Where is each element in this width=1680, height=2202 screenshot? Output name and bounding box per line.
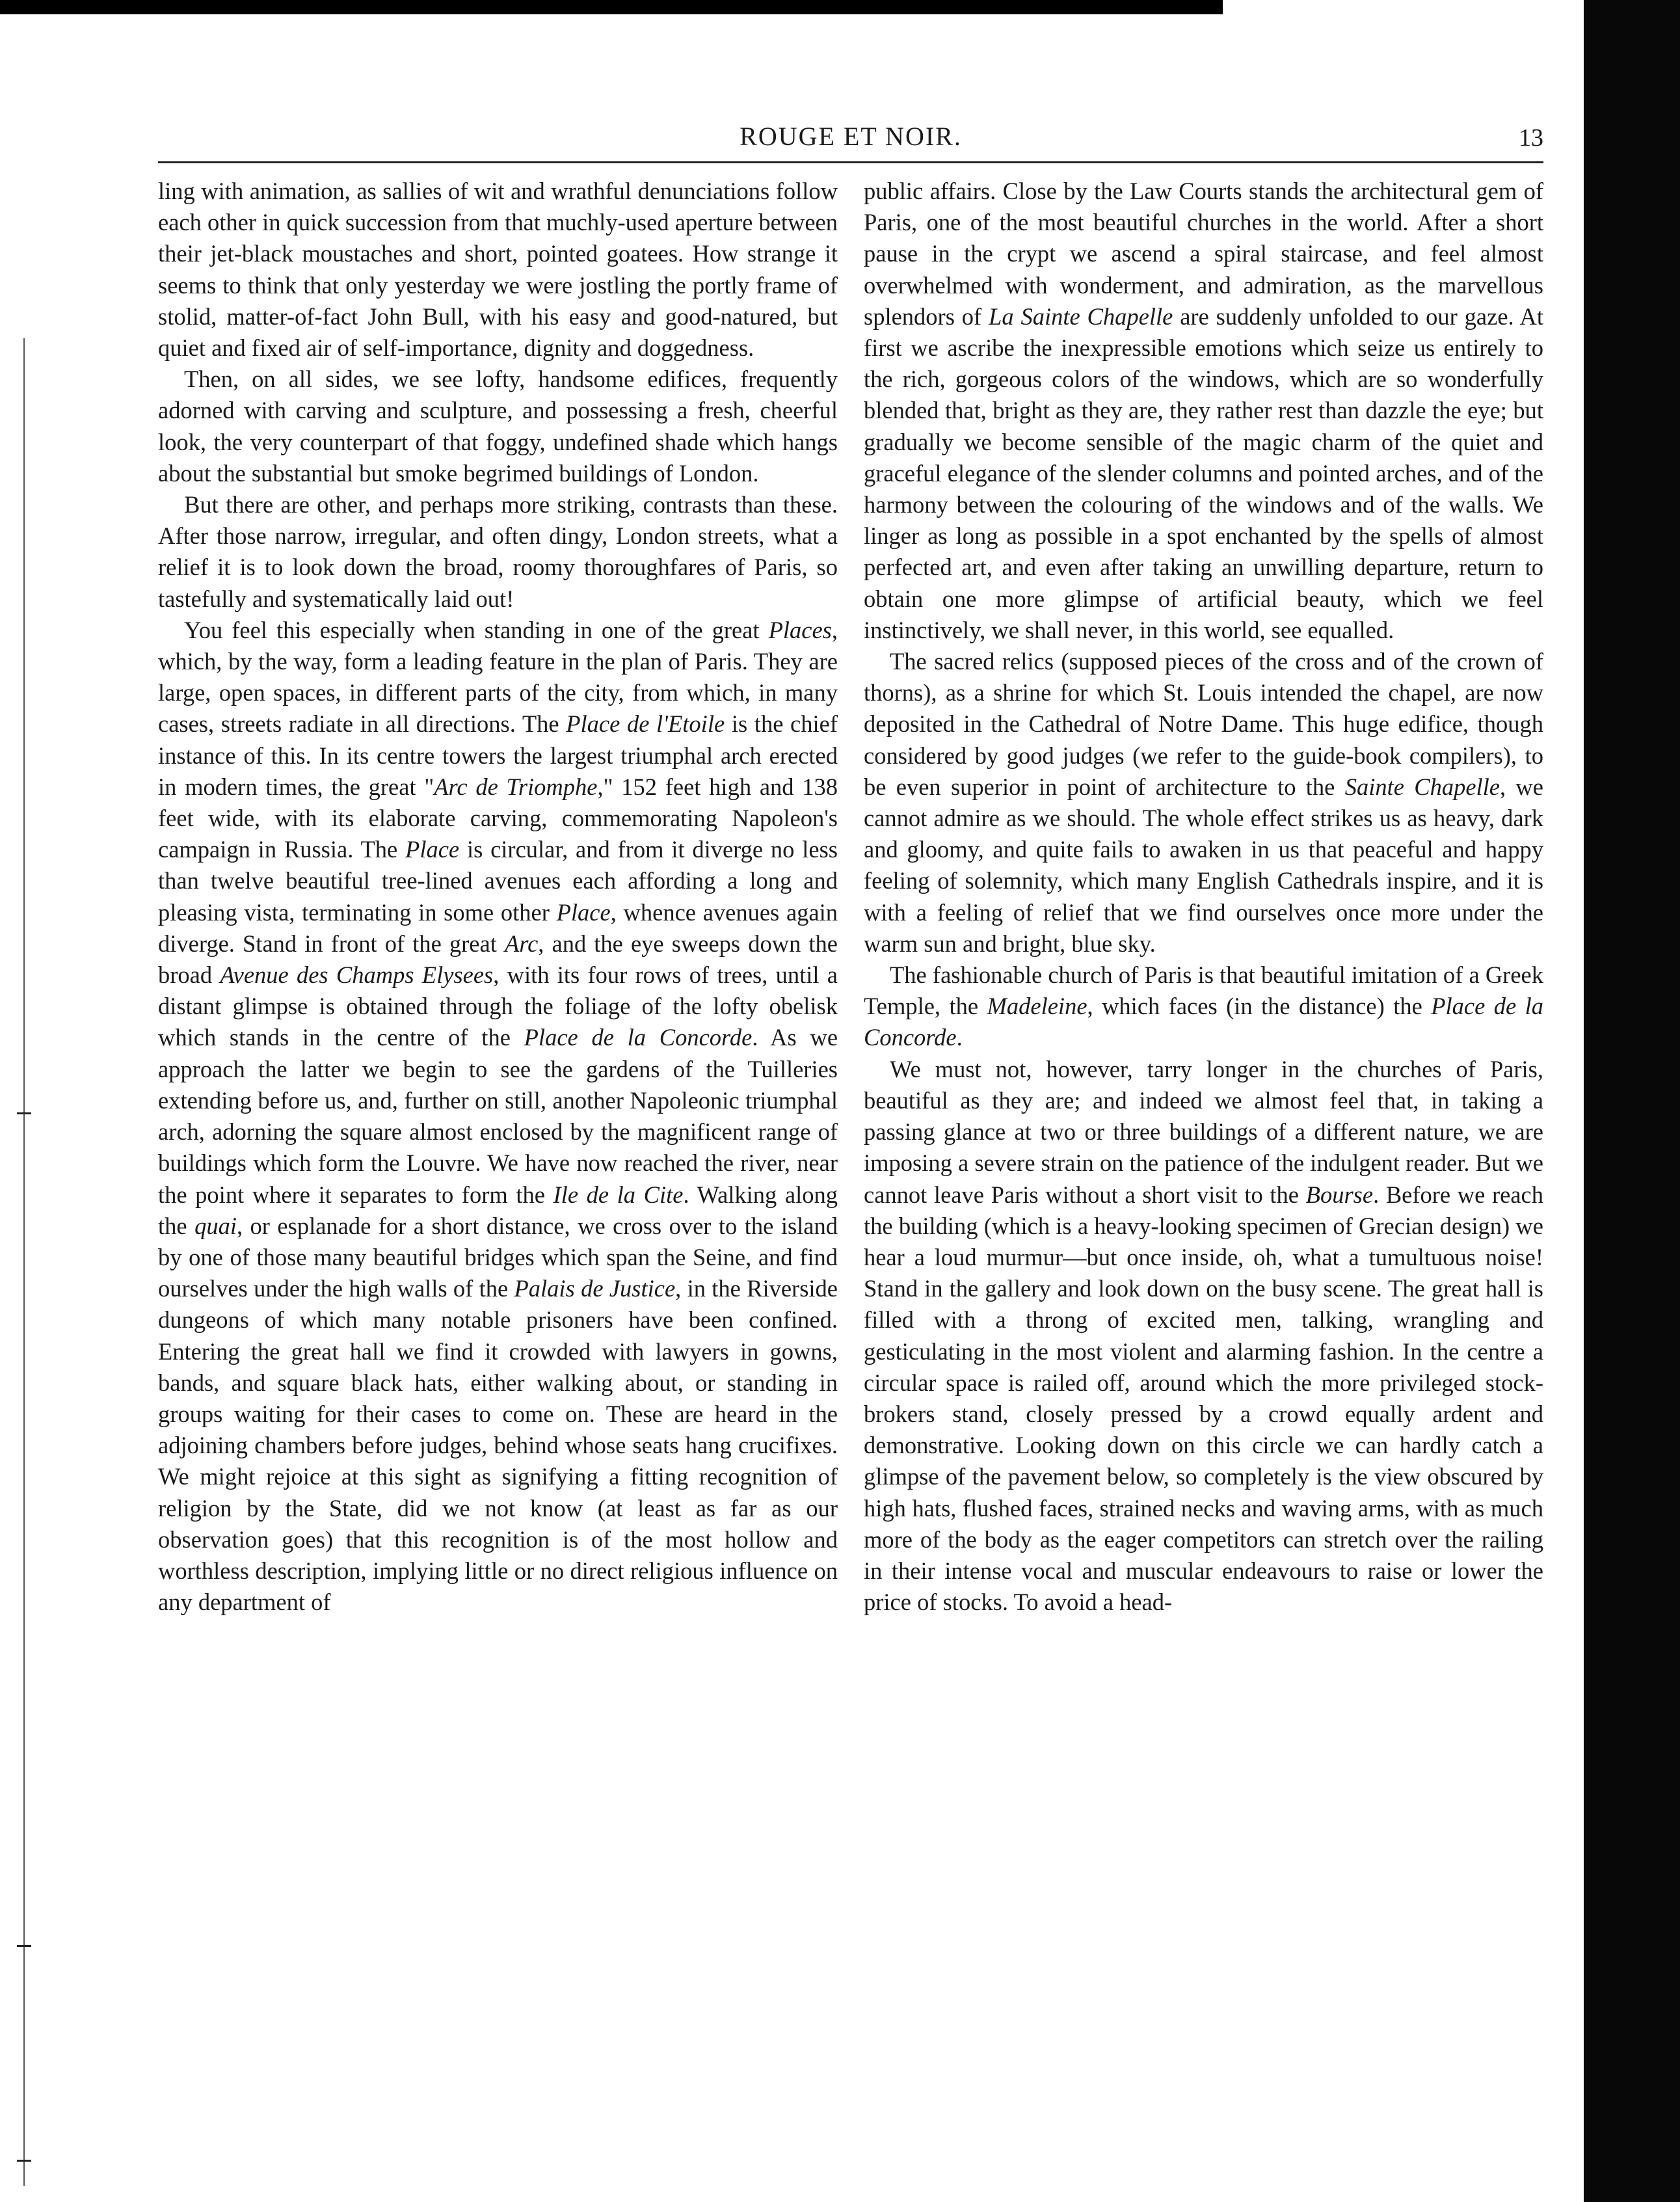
text-run: .	[956, 1024, 963, 1051]
text-run: , which, by the way, form a leading feature in the plan of Paris. They are large, open spaces, in different parts of the city, from which, in many cases, streets radiate in all directions. The	[158, 616, 838, 738]
text-run: Then, on all sides, we see lofty, handsome edifices, frequently adorned with carving and sculpture, and possessing a fresh, cheerful look, the very counterpart of that foggy, undefined shade which hangs about the substantial but smoke begrimed buildings of London.	[158, 366, 838, 487]
italic-term: Bourse	[1305, 1181, 1374, 1208]
paragraph-p7	[864, 960, 1543, 1054]
italic-term: Ile de la Cite	[553, 1181, 684, 1208]
top-scan-rule	[0, 0, 1223, 14]
right-scan-edge	[1584, 0, 1680, 2202]
text-run: , with its four rows of trees, until a distant glimpse is obtained through the foliage of the lofty obelisk which stands in the centre of the	[158, 961, 838, 1051]
text-run: ," 152 feet high and 138 feet wide, with its elaborate carving, commemorating Napoleon's campaign in Russia. The	[158, 773, 838, 863]
italic-term: Avenue des Champs Elysees	[220, 961, 494, 989]
page-number: 13	[1519, 124, 1543, 152]
left-column	[158, 176, 838, 1618]
paragraph-p3	[158, 489, 838, 615]
italic-term: Place	[405, 836, 460, 863]
text-run: is circular, and from it diverge no less than twelve beautiful tree-lined avenues each affording a long and pleasing vista, terminating in some other	[158, 836, 838, 926]
binding-margin-marks	[20, 338, 29, 2186]
text-run: ling with animation, as sallies of wit and wrathful denunciations follow each other in quick succession from that muchly-used aperture between their jet-black moustaches and short, pointed goatees. How strange it seems to think that only yesterday we were jostling the portly frame of stolid, matter-of-fact John Bull, with his easy and good-natured, but quiet and fixed air of self-importance, dignity and doggedness.	[158, 178, 838, 362]
text-run: are suddenly unfolded to our gaze. At first we ascribe the inexpressible emotions which seize us entirely to the rich, gorgeous colors of the windows, which are so wonderfully blended that, bright as they are, they rather rest than dazzle the eye; but gradually we become sensible of the magic charm of the quiet and graceful elegance of the slender columns and pointed arches, and of the harmony between the colouring of the windows and of the walls. We linger as long as possible in a spot enchanted by the spells of almost perfected art, and even after taking an unwilling departure, return to obtain one more glimpse of artificial beauty, which we feel instinctively, we shall never, in this world, see equalled.	[864, 302, 1544, 643]
text-run: . Before we reach the building (which is a heavy-looking specimen of Grecian design) we hear a loud murmur—but once inside, oh, what a tumultuous noise! Stand in the gallery and look down on the busy scene. The great hall is filled with a throng of excited men, talking, wrangling and gesticulating in the most violent and alarming fashion. In the centre a circular space is railed off, around which the more privileged stock-brokers stand, closely pressed by a crowd equally ardent and demonstrative. Looking down on this circle we can hardly catch a glimpse of the pavement below, so completely is the view obscured by high hats, flushed faces, strained necks and waving arms, with as much more of the body as the eager competitors can stretch over the railing in their intense vocal and muscular endeavours to raise or lower the price of stocks. To avoid a head-	[864, 1181, 1543, 1616]
paragraph-p8	[864, 1054, 1543, 1618]
running-title: ROUGE ET NOIR.	[740, 122, 962, 151]
paragraph-p2	[158, 364, 838, 489]
italic-term: Sainte Chapelle	[1344, 773, 1500, 800]
paragraph-p6	[864, 646, 1543, 960]
text-run: We must not, however, tarry longer in the churches of Paris, beautiful as they are; and indeed we almost feel that, in taking a passing glance at two or three buildings of a different nature, we are imposing a severe strain on the patience of the indulgent reader. But we cannot leave Paris without a short visit to the	[864, 1055, 1543, 1208]
text-run: , whence avenues again diverge. Stand in front of the great	[158, 898, 838, 957]
paragraph-p5	[864, 176, 1543, 646]
italic-term: Place	[556, 898, 611, 926]
italic-term: Arc de Triomphe	[434, 773, 598, 800]
italic-term: Arc	[504, 930, 539, 957]
text-run: The sacred relics (supposed pieces of the cross and of the crown of thorns), as a shrine for which St. Louis intended the chapel, are now deposited in the Cathedral of Notre Dame. This huge edifice, though considered by good judges (we refer to the guide-book compilers), to be even superior in point of architecture to the	[864, 648, 1543, 800]
paragraph-p4	[158, 615, 838, 1618]
text-run: , in the Riverside dungeons of which many notable prisoners have been confined. Entering the great hall we find it crowded with lawyers in gowns, bands, and square black hats, either walking about, or standing in groups waiting for their cases to come on. These are heard in the adjoining chambers before judges, behind whose seats hang crucifixes. We might rejoice at this sight as signifying a fitting recognition of religion by the State, did we not know (at least as far as our observation goes) that this recognition is of the most hollow and worthless description, implying little or no direct religious influence on any department of	[158, 1275, 838, 1616]
italic-term: Madeleine	[987, 993, 1087, 1020]
text-run: You feel this especially when standing in one of the great	[184, 616, 769, 643]
italic-term: Place de la Concorde	[864, 993, 1543, 1051]
italic-term: Palais de Justice	[514, 1275, 676, 1302]
text-run: . Walking along the	[158, 1181, 838, 1239]
text-run: , or esplanade for a short distance, we cross over to the island by one of those many beautiful bridges which span the Seine, and find ourselves under the high walls of the	[158, 1212, 838, 1302]
page-header	[158, 117, 1543, 156]
italic-term: Place de la Concorde	[524, 1024, 753, 1051]
paragraph-p1	[158, 176, 838, 364]
text-run: is the chief instance of this. In its centre towers the largest triumphal arch erected in modern times, the great "	[158, 710, 838, 800]
text-run: public affairs. Close by the Law Courts stands the architectural gem of Paris, one of the most beautiful churches in the world. After a short pause in the crypt we ascend a spiral staircase, and feel almost overwhelmed with wonderment, and admiration, as the marvellous splendors of	[864, 178, 1543, 330]
italic-term: La Sainte Chapelle	[989, 302, 1173, 330]
text-run: , and the eye sweeps down the broad	[158, 930, 838, 989]
text-run: But there are other, and perhaps more striking, contrasts than these. After those narrow, irregular, and often dingy, London streets, what a relief it is to look down the broad, roomy thoroughfares of Paris, so tastefully and systematically laid out!	[158, 491, 838, 612]
text-run: , which faces (in the distance) the	[1087, 993, 1432, 1020]
text-run: . As we approach the latter we begin to see the gardens of the Tuilleries extending before us, and, further on still, another Napoleonic triumphal arch, adorning the square almost enclosed by the magnificent range of buildings which form the Louvre. We have now reached the river, near the point where it separates to form the	[158, 1024, 838, 1208]
header-rule	[158, 161, 1543, 163]
text-run: The fashionable church of Paris is that beautiful imitation of a Greek Temple, the	[864, 961, 1543, 1020]
text-run: , we cannot admire as we should. The whole effect strikes us as heavy, dark and gloomy, and quite fails to awaken in us that peaceful and happy feeling of solemnity, which many English Cathedrals inspire, and it is with a feeling of relief that we find ourselves once more under the warm sun and bright, blue sky.	[864, 773, 1543, 957]
right-column	[864, 176, 1543, 1618]
italic-term: Places	[768, 616, 832, 643]
italic-term: Place de l'Etoile	[566, 710, 725, 738]
italic-term: quai	[194, 1212, 237, 1239]
